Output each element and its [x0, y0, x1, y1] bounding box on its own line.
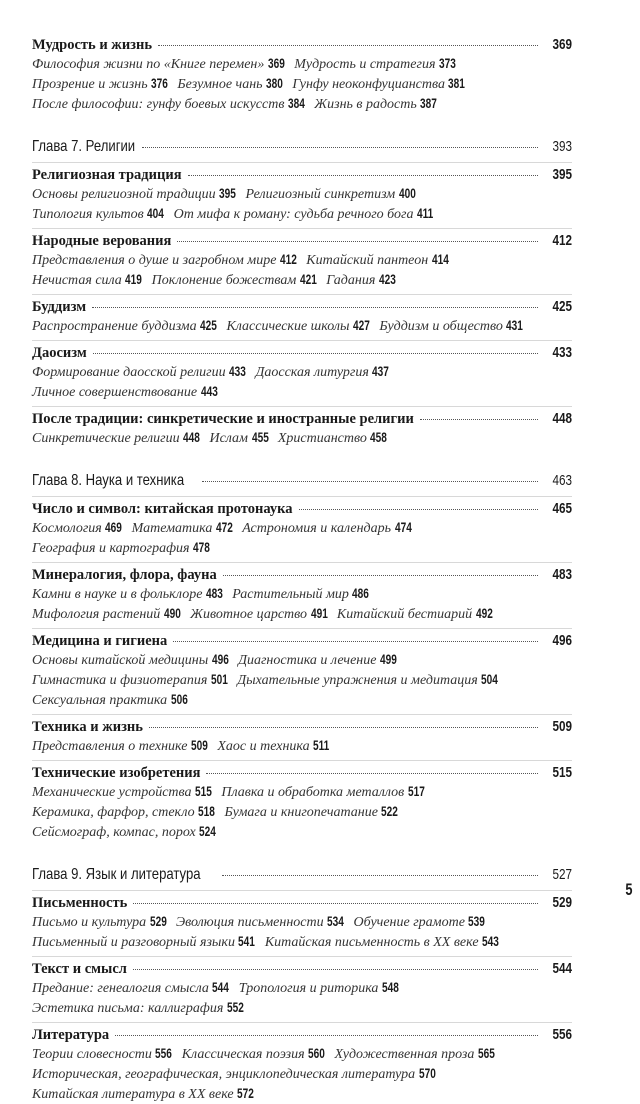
subsection-title: Безумное чань: [177, 77, 263, 92]
subsection-entry[interactable]: [221, 785, 426, 800]
section-heading[interactable]: [32, 166, 572, 184]
section-heading-page-number: 425: [552, 298, 572, 315]
section-heading[interactable]: [32, 500, 572, 518]
subsection-entry[interactable]: [232, 587, 371, 602]
subsection-line: [32, 184, 572, 204]
subsection-title: Тропология и риторика: [238, 981, 379, 996]
subsection-page-number: 469: [105, 519, 123, 535]
subsection-entry[interactable]: [32, 365, 247, 380]
section-heading-title: После традиции: синкретические и иностранные религии: [32, 411, 414, 427]
subsection-line: [32, 382, 572, 402]
subsection-line: [32, 978, 572, 998]
chapter-heading-page-number: 393: [552, 138, 572, 155]
subsection-title: Китайская литература в XX веке: [32, 1087, 234, 1102]
subsection-entry[interactable]: [306, 253, 450, 268]
subsection-entry[interactable]: [32, 431, 201, 446]
subsection-page-number: 556: [155, 1045, 173, 1061]
subsection-title: Бумага и книгопечатание: [224, 805, 378, 820]
subsection-title: Жизнь в радость: [314, 97, 417, 112]
subsection-entry[interactable]: [32, 981, 231, 996]
section-heading-title: Религиозная традиция: [32, 167, 182, 183]
section-heading-page-number: 433: [552, 344, 572, 361]
subsection-page-number: 427: [353, 317, 370, 333]
subsection-line: [32, 822, 572, 842]
section-heading-title: Минералогия, флора, фауна: [32, 567, 217, 583]
section-heading[interactable]: [32, 960, 572, 978]
subsection-line: [32, 74, 572, 94]
subsection-entry[interactable]: [32, 253, 298, 268]
subsection-title: Формирование даосской религии: [32, 365, 226, 380]
subsection-title: Сейсмограф, компас, порох: [32, 825, 196, 840]
subsection-entry[interactable]: [255, 365, 390, 380]
section-heading-page-number: 395: [552, 166, 572, 183]
subsection-title: Классические школы: [226, 319, 350, 334]
subsection-line: [32, 912, 572, 932]
section-heading-page-number: 509: [552, 718, 572, 735]
toc-section: [32, 1022, 572, 1104]
subsection-title: Мудрость и стратегия: [294, 57, 436, 72]
subsection-page-number: 433: [229, 363, 246, 379]
subsection-entry[interactable]: [132, 521, 235, 536]
subsection-entry[interactable]: [237, 673, 499, 688]
section-heading-page-number: 556: [552, 1026, 572, 1043]
subsection-title: От мифа к роману: судьба речного бога: [173, 207, 414, 222]
subsection-page-number: 448: [183, 429, 200, 445]
subsection-page-number: 423: [378, 271, 396, 287]
subsection-title: Растительный мир: [232, 587, 349, 602]
subsection-page-number: 565: [477, 1045, 495, 1061]
subsection-title: Теории словесности: [32, 1047, 152, 1062]
subsection-title: География и картография: [32, 541, 190, 556]
page-number: 5: [624, 880, 632, 899]
subsection-line: [32, 782, 572, 802]
subsection-line: [32, 932, 572, 952]
subsection-entry[interactable]: [337, 607, 494, 622]
subsection-page-number: 518: [198, 803, 215, 819]
subsection-title: Письмо и культура: [32, 915, 147, 930]
subsection-entry[interactable]: [32, 1087, 255, 1102]
subsection-page-number: 458: [370, 429, 388, 445]
toc-section: [32, 628, 572, 710]
chapter-heading-title: Глава 9. Язык и литература: [32, 866, 201, 883]
subsection-entry[interactable]: [32, 57, 286, 72]
chapter-heading[interactable]: [32, 136, 572, 158]
section-heading-title: Медицина и гигиена: [32, 633, 168, 649]
section-heading-title: Буддизм: [32, 299, 87, 315]
subsection-title: Историческая, географическая, энциклопедическая литература: [32, 1067, 416, 1082]
subsection-page-number: 400: [398, 185, 416, 201]
subsection-title: Дыхательные упражнения и медитация: [237, 673, 478, 688]
chapter-heading-page-number: 463: [552, 472, 572, 489]
subsection-page-number: 387: [420, 95, 438, 111]
subsection-entry[interactable]: [32, 805, 217, 820]
subsection-title: Ислам: [209, 431, 248, 446]
chapter-heading-title: Глава 8. Наука и техника: [32, 472, 185, 489]
subsection-page-number: 395: [219, 185, 237, 201]
subsection-entry[interactable]: [32, 187, 238, 202]
dot-leader: [158, 45, 538, 46]
dot-leader: [133, 903, 538, 904]
dot-leader: [93, 353, 538, 354]
toc-section: [32, 406, 572, 448]
subsection-entry[interactable]: [292, 77, 466, 92]
toc-chapter: [32, 864, 572, 1104]
subsection-title: Религиозный синкретизм: [245, 187, 396, 202]
toc-section: [32, 890, 572, 952]
subsection-line: [32, 690, 572, 710]
section-heading-page-number: 412: [552, 232, 572, 249]
subsection-entry[interactable]: [32, 273, 144, 288]
section-heading-page-number: 448: [552, 410, 572, 427]
dot-leader: [202, 481, 538, 482]
subsection-page-number: 544: [212, 979, 230, 995]
subsection-page-number: 548: [381, 979, 399, 995]
subsection-title: Астрономия и календарь: [242, 521, 392, 536]
subsection-title: Космология: [32, 521, 102, 536]
subsection-entry[interactable]: [152, 273, 319, 288]
subsection-page-number: 373: [438, 55, 456, 71]
toc-section: [32, 294, 572, 336]
dot-leader: [173, 641, 538, 642]
subsection-title: Механические устройства: [32, 785, 192, 800]
subsection-line: [32, 1064, 572, 1084]
subsection-entry[interactable]: [278, 431, 389, 446]
section-heading-page-number: 483: [552, 566, 572, 583]
subsection-page-number: 381: [448, 75, 466, 91]
section-heading-page-number: 515: [552, 764, 572, 781]
subsection-entry[interactable]: [225, 805, 400, 820]
subsection-title: Животное царство: [190, 607, 308, 622]
subsection-page-number: 522: [381, 803, 399, 819]
subsection-entry[interactable]: [335, 1047, 497, 1062]
subsection-line: [32, 1084, 572, 1104]
subsection-page-number: 425: [200, 317, 217, 333]
subsection-page-number: 534: [327, 913, 344, 929]
subsection-entry[interactable]: [32, 541, 211, 556]
section-heading-title: Письменность: [32, 895, 128, 911]
subsection-page-number: 490: [163, 605, 181, 621]
toc-section: [32, 36, 572, 114]
subsection-title: Личное совершенствование: [32, 385, 198, 400]
subsection-page-number: 560: [308, 1045, 325, 1061]
subsection-page-number: 511: [313, 737, 330, 753]
subsection-entry[interactable]: [182, 1047, 327, 1062]
toc-section: [32, 340, 572, 402]
subsection-page-number: 384: [287, 95, 305, 111]
section-heading[interactable]: [32, 232, 572, 250]
section-heading[interactable]: [32, 36, 572, 54]
subsection-page-number: 419: [125, 271, 143, 287]
subsection-entry[interactable]: [32, 319, 218, 334]
subsection-entry[interactable]: [353, 915, 486, 930]
section-heading-title: Даосизм: [32, 345, 87, 361]
subsection-line: [32, 94, 572, 114]
dot-leader: [92, 307, 538, 308]
section-heading[interactable]: [32, 718, 572, 736]
subsection-line: [32, 650, 572, 670]
subsection-title: Буддизм и общество: [379, 319, 503, 334]
subsection-entry[interactable]: [379, 319, 524, 334]
section-heading[interactable]: [32, 1026, 572, 1044]
subsection-page-number: 509: [190, 737, 208, 753]
subsection-title: Гимнастика и физиотерапия: [32, 673, 208, 688]
subsection-page-number: 517: [407, 783, 425, 799]
subsection-page-number: 501: [210, 671, 228, 687]
subsection-entry[interactable]: [176, 915, 346, 930]
subsection-page-number: 478: [193, 539, 210, 555]
subsection-line: [32, 802, 572, 822]
dot-leader: [222, 875, 538, 876]
section-heading[interactable]: [32, 894, 572, 912]
subsection-entry[interactable]: [217, 739, 330, 754]
subsection-entry[interactable]: [32, 77, 169, 92]
subsection-entry[interactable]: [209, 431, 269, 446]
subsection-line: [32, 428, 572, 448]
subsection-title: Китайский пантеон: [306, 253, 429, 268]
subsection-title: Поклонение божествам: [151, 273, 297, 288]
subsection-line: [32, 204, 572, 224]
subsection-title: Классическая поэзия: [181, 1047, 305, 1062]
section-heading-page-number: 369: [552, 36, 572, 53]
subsection-title: Гадания: [326, 273, 376, 288]
subsection-page-number: 541: [238, 933, 256, 949]
section-heading-page-number: 529: [552, 894, 572, 911]
subsection-page-number: 486: [352, 585, 370, 601]
subsection-page-number: 443: [200, 383, 218, 399]
section-heading-page-number: 496: [552, 632, 572, 649]
subsection-title: Распространение буддизма: [32, 319, 197, 334]
subsection-title: Христианство: [277, 431, 367, 446]
section-heading[interactable]: [32, 764, 572, 782]
section-heading[interactable]: [32, 410, 572, 428]
dot-leader: [115, 1035, 538, 1036]
subsection-entry[interactable]: [265, 935, 501, 950]
section-heading-title: Число и символ: китайская протонаука: [32, 501, 293, 517]
subsection-line: [32, 998, 572, 1018]
section-heading[interactable]: [32, 566, 572, 584]
subsection-page-number: 543: [482, 933, 499, 949]
subsection-title: После философии: гунфу боевых искусств: [32, 97, 285, 112]
subsection-title: Нечистая сила: [32, 273, 122, 288]
subsection-line: [32, 538, 572, 558]
subsection-entry[interactable]: [32, 785, 213, 800]
subsection-entry[interactable]: [32, 207, 166, 222]
subsection-line: [32, 670, 572, 690]
dot-leader: [188, 175, 538, 176]
subsection-title: Представления о душе и загробном мире: [32, 253, 277, 268]
subsection-entry[interactable]: [32, 915, 168, 930]
subsection-entry[interactable]: [32, 1067, 437, 1082]
subsection-line: [32, 1044, 572, 1064]
subsection-title: Плавка и обработка металлов: [221, 785, 405, 800]
subsection-page-number: 369: [267, 55, 285, 71]
subsection-page-number: 515: [195, 783, 212, 799]
section-heading-title: Техника и жизнь: [32, 719, 143, 735]
subsection-page-number: 412: [279, 251, 297, 267]
dot-leader: [223, 575, 538, 576]
dot-leader: [149, 727, 538, 728]
subsection-entry[interactable]: [32, 739, 209, 754]
table-of-contents: [32, 36, 572, 1104]
subsection-title: Эволюция письменности: [175, 915, 324, 930]
subsection-entry[interactable]: [174, 207, 435, 222]
subsection-title: Философия жизни по «Книге перемен»: [32, 57, 265, 72]
subsection-line: [32, 54, 572, 74]
subsection-title: Прозрение и жизнь: [32, 77, 148, 92]
subsection-entry[interactable]: [314, 97, 438, 112]
subsection-title: Представления о технике: [32, 739, 188, 754]
subsection-page-number: 539: [468, 913, 486, 929]
subsection-entry[interactable]: [32, 97, 306, 112]
subsection-entry[interactable]: [32, 653, 230, 668]
chapter-heading-title: Глава 7. Религии: [32, 138, 136, 155]
subsection-title: Письменный и разговорный языки: [32, 935, 235, 950]
subsection-line: [32, 362, 572, 382]
subsection-page-number: 455: [251, 429, 269, 445]
subsection-entry[interactable]: [294, 57, 457, 72]
subsection-line: [32, 270, 572, 290]
toc-section: [32, 162, 572, 224]
section-heading[interactable]: [32, 632, 572, 650]
section-heading-title: Народные верования: [32, 233, 172, 249]
subsection-page-number: 506: [170, 691, 188, 707]
subsection-page-number: 524: [199, 823, 217, 839]
toc-section: [32, 714, 572, 756]
subsection-page-number: 474: [394, 519, 412, 535]
subsection-line: [32, 250, 572, 270]
subsection-page-number: 491: [310, 605, 328, 621]
subsection-title: Основы китайской медицины: [32, 653, 209, 668]
subsection-entry[interactable]: [326, 273, 397, 288]
subsection-title: Основы религиозной традиции: [32, 187, 216, 202]
subsection-title: Сексуальная практика: [32, 693, 168, 708]
toc-section: [32, 956, 572, 1018]
dot-leader: [420, 419, 538, 420]
subsection-title: Мифология растений: [32, 607, 161, 622]
subsection-entry[interactable]: [32, 521, 124, 536]
section-heading[interactable]: [32, 298, 572, 316]
toc-chapter: [32, 470, 572, 842]
dot-leader: [177, 241, 538, 242]
dot-leader: [299, 509, 538, 510]
subsection-page-number: 414: [431, 251, 449, 267]
subsection-entry[interactable]: [32, 673, 229, 688]
subsection-line: [32, 518, 572, 538]
subsection-page-number: 529: [149, 913, 167, 929]
subsection-entry[interactable]: [32, 693, 189, 708]
subsection-entry[interactable]: [32, 825, 218, 840]
toc-chapter: [32, 136, 572, 448]
section-heading-title: Текст и смысл: [32, 961, 127, 977]
section-heading-title: Технические изобретения: [32, 765, 201, 781]
subsection-line: [32, 584, 572, 604]
subsection-entry[interactable]: [32, 587, 224, 602]
subsection-page-number: 431: [506, 317, 524, 333]
section-heading-title: Мудрость и жизнь: [32, 37, 153, 53]
subsection-page-number: 483: [205, 585, 223, 601]
subsection-title: Обучение грамоте: [353, 915, 465, 930]
subsection-page-number: 437: [372, 363, 390, 379]
subsection-title: Китайский бестиарий: [336, 607, 473, 622]
subsection-line: [32, 736, 572, 756]
subsection-entry[interactable]: [190, 607, 329, 622]
toc-section: [32, 760, 572, 842]
subsection-title: Предание: генеалогия смысла: [32, 981, 209, 996]
subsection-entry[interactable]: [226, 319, 371, 334]
subsection-page-number: 492: [475, 605, 493, 621]
subsection-title: Гунфу неоконфуцианства: [292, 77, 445, 92]
subsection-page-number: 552: [226, 999, 244, 1015]
subsection-page-number: 404: [147, 205, 165, 221]
subsection-entry[interactable]: [238, 653, 398, 668]
subsection-page-number: 496: [211, 651, 229, 667]
subsection-title: Китайская письменность в XX веке: [264, 935, 479, 950]
subsection-entry[interactable]: [32, 935, 257, 950]
section-heading-page-number: 465: [552, 500, 572, 517]
section-heading[interactable]: [32, 344, 572, 362]
toc-section: [32, 562, 572, 624]
subsection-entry[interactable]: [239, 981, 401, 996]
subsection-title: Синкретические религии: [32, 431, 180, 446]
section-heading-title: Литература: [32, 1027, 110, 1043]
subsection-page-number: 572: [237, 1085, 254, 1101]
subsection-page-number: 504: [481, 671, 499, 687]
subsection-title: Художественная проза: [334, 1047, 475, 1062]
dot-leader: [133, 969, 538, 970]
subsection-entry[interactable]: [32, 1047, 174, 1062]
toc-section: [32, 228, 572, 290]
subsection-title: Математика: [131, 521, 213, 536]
subsection-page-number: 411: [416, 205, 434, 221]
subsection-entry[interactable]: [32, 607, 182, 622]
subsection-entry[interactable]: [32, 1001, 245, 1016]
chapter-heading[interactable]: [32, 470, 572, 492]
subsection-page-number: 380: [266, 75, 283, 91]
section-heading-page-number: 544: [552, 960, 572, 977]
dot-leader: [206, 773, 538, 774]
subsection-page-number: 472: [215, 519, 233, 535]
subsection-title: Диагностика и лечение: [238, 653, 377, 668]
toc-section: [32, 496, 572, 558]
subsection-page-number: 421: [299, 271, 317, 287]
subsection-entry[interactable]: [177, 77, 284, 92]
chapter-heading-page-number: 527: [552, 866, 572, 883]
subsection-entry[interactable]: [32, 385, 219, 400]
subsection-page-number: 376: [151, 75, 168, 91]
subsection-line: [32, 604, 572, 624]
subsection-page-number: 570: [418, 1065, 436, 1081]
subsection-title: Типология культов: [32, 207, 144, 222]
subsection-page-number: 499: [379, 651, 397, 667]
dot-leader: [142, 147, 538, 148]
subsection-title: Эстетика письма: каллиграфия: [32, 1001, 224, 1016]
subsection-title: Камни в науке и в фольклоре: [32, 587, 203, 602]
subsection-entry[interactable]: [242, 521, 413, 536]
chapter-heading[interactable]: [32, 864, 572, 886]
subsection-entry[interactable]: [246, 187, 417, 202]
subsection-title: Хаос и техника: [217, 739, 310, 754]
subsection-title: Керамика, фарфор, стекло: [32, 805, 195, 820]
subsection-title: Даосская литургия: [255, 365, 369, 380]
subsection-line: [32, 316, 572, 336]
